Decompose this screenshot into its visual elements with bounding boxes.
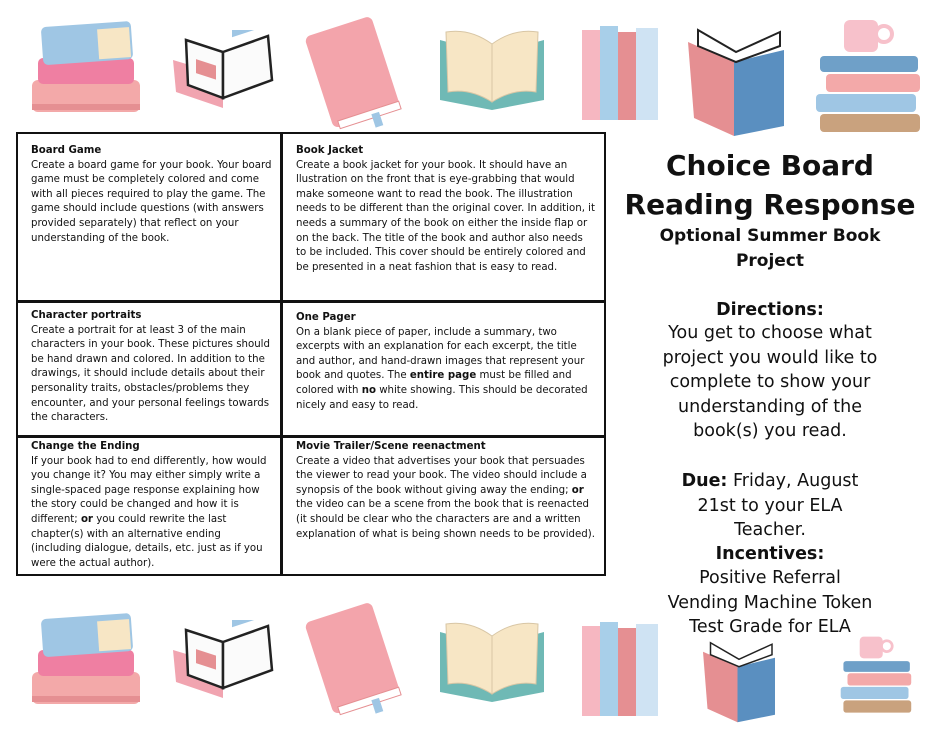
incentive-item: Positive Referral bbox=[699, 568, 841, 588]
cell-body: you could rewrite the last chapter(s) with an alternative ending (including dialogue, details, etc. just as if you were the actual author). bbox=[31, 513, 263, 569]
cell-body: On a blank piece of paper, include a summary, two excerpts with an explanation for each excerpt, the title and author, and hand-drawn images that represent your book and quotes. The bbox=[296, 326, 585, 382]
due-date bbox=[660, 469, 880, 543]
open-book-icon bbox=[432, 612, 552, 704]
choice-cell-character-portraits bbox=[18, 303, 280, 435]
subtitle-line: Project bbox=[735, 251, 805, 271]
cell-title: One Pager bbox=[296, 312, 356, 323]
incentives-heading: Incentives: bbox=[715, 544, 825, 564]
subtitle-line: Optional Summer Book bbox=[659, 226, 881, 246]
cell-body: must be filled and colored with bbox=[296, 370, 572, 396]
page-title bbox=[620, 146, 920, 224]
cell-body-emphasis: or bbox=[80, 513, 93, 525]
closed-book-icon bbox=[298, 600, 408, 718]
title-line: Reading Response bbox=[624, 188, 916, 221]
book-stack-icon bbox=[28, 610, 148, 710]
cell-body: If your book had to end differently, how would you change it? You may either simply write a single-spaced page response explaining how the story could be changed and how it is different; bbox=[31, 455, 267, 525]
due-text: Friday, August 21st to your ELA Teacher. bbox=[697, 471, 859, 541]
cell-body-emphasis: no bbox=[361, 384, 376, 396]
page-subtitle bbox=[620, 224, 920, 274]
cell-body-emphasis: or bbox=[571, 484, 584, 496]
open-book-icon bbox=[168, 30, 278, 110]
directions-text: You get to choose what project you would like to complete to show your understanding of the book(s) you read. bbox=[662, 323, 878, 442]
cell-body-emphasis: entire page bbox=[409, 370, 477, 382]
open-book-icon bbox=[168, 620, 278, 700]
cell-title: Movie Trailer/Scene reenactment bbox=[296, 441, 486, 452]
cell-body: the video can be a scene from the book that is reenacted (it should be clear who the characters are and a written explanation of what is being shown needs to be provided). bbox=[296, 499, 595, 540]
standing-book-icon bbox=[684, 22, 796, 140]
due-label: Due: bbox=[681, 471, 728, 491]
books-on-shelf-icon bbox=[580, 22, 664, 122]
cell-title: Character portraits bbox=[31, 310, 142, 321]
incentives-list bbox=[620, 566, 920, 640]
open-book-icon bbox=[432, 20, 552, 112]
books-with-cup-icon bbox=[838, 632, 918, 720]
choice-cell-one-pager bbox=[283, 303, 604, 435]
standing-book-icon bbox=[700, 636, 784, 726]
cell-body: Create a book jacket for your book. It should have an llustration on the front that is eye-grabbing that would make someone want to read the book. The illustration needs to be different than the original cover. In addition, it needs a summary of the book on either the inside flap or on the back. The title of the book and author also needs to be included. This cover should be entirely colored and be presented in a neat fashion that is easy to read. bbox=[296, 159, 595, 273]
incentive-item: Test Grade for ELA bbox=[689, 617, 851, 638]
choice-cell-change-the-ending bbox=[18, 438, 280, 574]
cell-title: Change the Ending bbox=[31, 441, 140, 452]
cell-body: Create a video that advertises your book that persuades the viewer to read your book. The video should include a synopsis of the book without giving away the ending; bbox=[296, 455, 587, 496]
books-on-shelf-icon bbox=[580, 618, 664, 718]
cell-body: Create a board game for your book. Your board game must be completely colored and come with all pieces required to play the game. The game should include questions (with answers provided separately) that reflect on your understanding of the book. bbox=[31, 159, 272, 244]
choice-board-grid bbox=[16, 132, 606, 576]
choice-cell-movie-trailer bbox=[283, 438, 604, 574]
books-with-cup-icon bbox=[812, 14, 930, 142]
cell-title: Book Jacket bbox=[296, 145, 364, 156]
cell-title: Board Game bbox=[31, 145, 102, 156]
book-stack-icon bbox=[28, 18, 148, 118]
closed-book-icon bbox=[298, 14, 408, 132]
title-line: Choice Board bbox=[666, 149, 874, 182]
incentive-item: Vending Machine Token bbox=[667, 592, 873, 613]
cell-body: Create a portrait for at least 3 of the main characters in your book. These pictures should be hand drawn and colored. In addition to the drawings, it should include details about their personality traits, obstacles/problems they encounter, and your personal feelings towards the characters. bbox=[31, 324, 270, 424]
choice-cell-book-jacket bbox=[283, 134, 604, 300]
directions-heading: Directions: bbox=[716, 300, 824, 320]
cell-body: white showing. This should be decorated nicely and easy to read. bbox=[296, 384, 588, 411]
choice-cell-board-game bbox=[18, 134, 280, 300]
